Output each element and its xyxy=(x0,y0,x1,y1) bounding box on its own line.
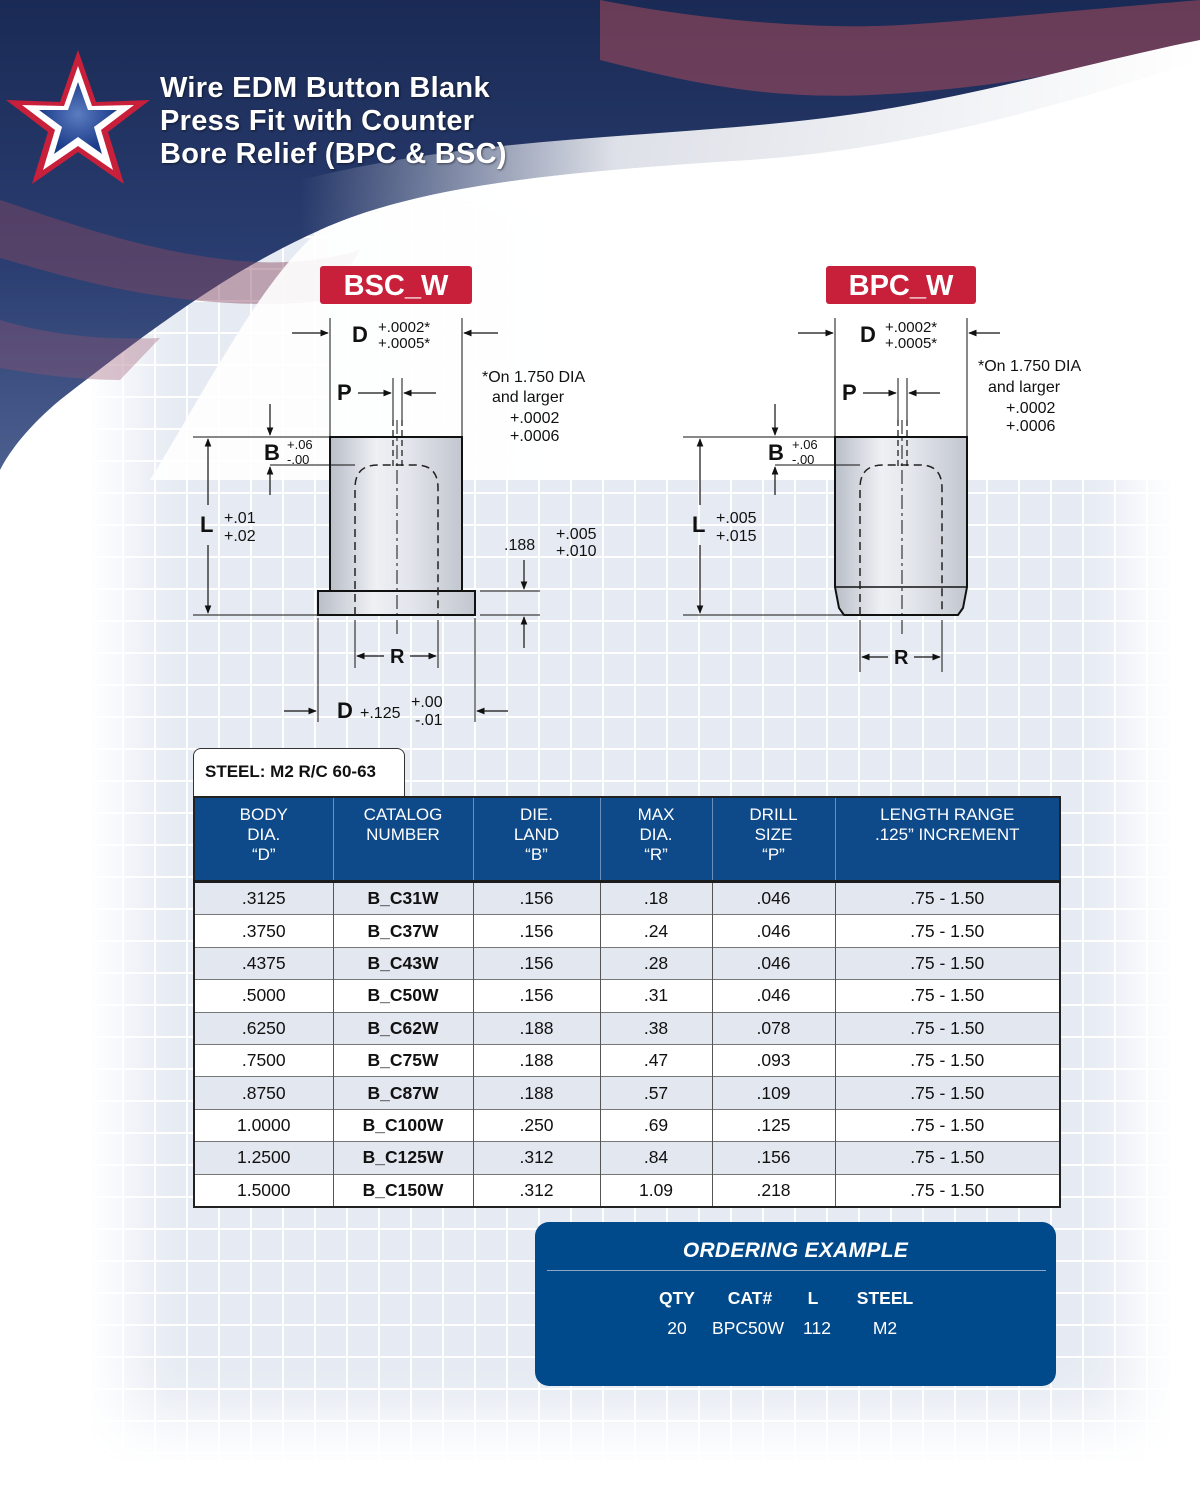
length-range-cell: .75 - 1.50 xyxy=(835,1142,1060,1174)
bpc-label: BPC_W xyxy=(848,270,954,302)
body-dia-cell: .6250 xyxy=(194,1012,333,1044)
max-dia-cell: .18 xyxy=(600,882,712,915)
table-row xyxy=(194,1077,1060,1109)
bsc-note-2: and larger xyxy=(492,389,565,406)
length-range-cell: .75 - 1.50 xyxy=(835,915,1060,947)
bpc-p-label: P xyxy=(842,380,857,405)
table-row xyxy=(194,1109,1060,1141)
table-row xyxy=(194,1012,1060,1044)
length-range-cell: .75 - 1.50 xyxy=(835,1109,1060,1141)
bsc-l-label: L xyxy=(200,512,214,537)
bsc-note-3: +.0002 xyxy=(510,410,560,427)
die-land-cell: .156 xyxy=(473,915,600,947)
catalog-number-cell: B_C87W xyxy=(333,1077,473,1109)
bsc-flange-value: .188 xyxy=(504,537,536,554)
body-dia-cell: 1.0000 xyxy=(194,1109,333,1141)
col-header-body-dia: BODY DIA. “D” xyxy=(194,797,333,882)
bpc-b-tol-1: +.06 xyxy=(792,437,818,452)
bsc-l-tol-2: +.02 xyxy=(224,528,256,545)
order-header-qty: QTY xyxy=(659,1288,695,1308)
drill-size-cell: .093 xyxy=(712,1044,835,1076)
bsc-p-label: P xyxy=(337,380,352,405)
bsc-d-label: D xyxy=(352,322,368,347)
bpc-r-label: R xyxy=(894,647,909,669)
die-land-cell: .188 xyxy=(473,1012,600,1044)
bsc-d2-label: D xyxy=(337,698,353,723)
length-range-cell: .75 - 1.50 xyxy=(835,882,1060,915)
max-dia-cell: .57 xyxy=(600,1077,712,1109)
bsc-d2-tol-1: +.00 xyxy=(411,694,443,711)
col-header-length-range: LENGTH RANGE .125” INCREMENT xyxy=(835,797,1060,882)
bpc-b-label: B xyxy=(768,440,784,465)
body-dia-cell: .3125 xyxy=(194,882,333,915)
order-value-qty: 20 xyxy=(667,1318,687,1338)
bsc-diagram xyxy=(193,266,597,729)
body-dia-cell: .5000 xyxy=(194,980,333,1012)
die-land-cell: .156 xyxy=(473,980,600,1012)
max-dia-cell: 1.09 xyxy=(600,1174,712,1207)
max-dia-cell: .31 xyxy=(600,980,712,1012)
table-row xyxy=(194,1174,1060,1207)
table-row xyxy=(194,915,1060,947)
die-land-cell: .156 xyxy=(473,882,600,915)
catalog-number-cell: B_C150W xyxy=(333,1174,473,1207)
catalog-number-cell: B_C75W xyxy=(333,1044,473,1076)
bpc-note-4: +.0006 xyxy=(1006,418,1056,435)
body-dia-cell: 1.2500 xyxy=(194,1142,333,1174)
order-value-l: 112 xyxy=(803,1318,831,1338)
col-header-max-dia: MAX DIA. “R” xyxy=(600,797,712,882)
bsc-flange-tol-1: +.005 xyxy=(556,526,597,543)
spec-table xyxy=(193,796,1061,1208)
body-dia-cell: .4375 xyxy=(194,947,333,979)
bpc-l-tol-1: +.005 xyxy=(716,510,757,527)
bsc-d-tol-2: +.0005* xyxy=(378,335,431,352)
bpc-note-2: and larger xyxy=(988,379,1061,396)
bsc-body xyxy=(330,437,462,591)
bpc-d-label: D xyxy=(860,322,876,347)
order-header-cat: CAT# xyxy=(727,1288,773,1308)
bsc-b-tol-2: -.00 xyxy=(287,452,310,467)
catalog-number-cell: B_C31W xyxy=(333,882,473,915)
max-dia-cell: .47 xyxy=(600,1044,712,1076)
order-header-l: L xyxy=(807,1288,819,1308)
max-dia-cell: .28 xyxy=(600,947,712,979)
table-header-row xyxy=(194,797,1060,882)
catalog-number-cell: B_C37W xyxy=(333,915,473,947)
catalog-number-cell: B_C43W xyxy=(333,947,473,979)
title-line-3: Bore Relief (BPC & BSC) xyxy=(160,138,507,170)
bpc-note-3: +.0002 xyxy=(1006,400,1056,417)
bsc-b-label: B xyxy=(264,440,280,465)
catalog-number-cell: B_C125W xyxy=(333,1142,473,1174)
max-dia-cell: .24 xyxy=(600,915,712,947)
drill-size-cell: .218 xyxy=(712,1174,835,1207)
drill-size-cell: .046 xyxy=(712,980,835,1012)
body-dia-cell: 1.5000 xyxy=(194,1174,333,1207)
ordering-example-title: ORDERING EXAMPLE xyxy=(682,1239,909,1262)
bsc-note-4: +.0006 xyxy=(510,428,560,445)
length-range-cell: .75 - 1.50 xyxy=(835,1077,1060,1109)
length-range-cell: .75 - 1.50 xyxy=(835,980,1060,1012)
drill-size-cell: .125 xyxy=(712,1109,835,1141)
max-dia-cell: .69 xyxy=(600,1109,712,1141)
order-header-steel: STEEL xyxy=(856,1288,914,1308)
catalog-number-cell: B_C62W xyxy=(333,1012,473,1044)
bsc-label: BSC_W xyxy=(343,270,449,302)
body-dia-cell: .7500 xyxy=(194,1044,333,1076)
die-land-cell: .188 xyxy=(473,1044,600,1076)
bpc-d-tol-2: +.0005* xyxy=(885,335,938,352)
bsc-d2-add: +.125 xyxy=(360,705,401,722)
divider xyxy=(547,1270,1046,1271)
title-line-2: Press Fit with Counter xyxy=(160,105,475,137)
max-dia-cell: .38 xyxy=(600,1012,712,1044)
bpc-diagram xyxy=(683,266,1082,672)
drill-size-cell: .078 xyxy=(712,1012,835,1044)
table-row xyxy=(194,1142,1060,1174)
title-line-1: Wire EDM Button Blank xyxy=(160,72,490,104)
ordering-example-box xyxy=(535,1222,1056,1386)
drill-size-cell: .046 xyxy=(712,947,835,979)
order-value-cat: BPC50W xyxy=(712,1318,784,1338)
length-range-cell: .75 - 1.50 xyxy=(835,947,1060,979)
table-row xyxy=(194,1044,1060,1076)
col-header-catalog-number: CATALOG NUMBER xyxy=(333,797,473,882)
length-range-cell: .75 - 1.50 xyxy=(835,1174,1060,1207)
length-range-cell: .75 - 1.50 xyxy=(835,1012,1060,1044)
catalog-number-cell: B_C100W xyxy=(333,1109,473,1141)
bpc-l-label: L xyxy=(692,512,706,537)
bsc-l-tol-1: +.01 xyxy=(224,510,256,527)
drill-size-cell: .109 xyxy=(712,1077,835,1109)
bpc-l-tol-2: +.015 xyxy=(716,528,757,545)
drill-size-cell: .046 xyxy=(712,882,835,915)
bsc-r-label: R xyxy=(390,646,405,668)
catalog-number-cell: B_C50W xyxy=(333,980,473,1012)
die-land-cell: .250 xyxy=(473,1109,600,1141)
bsc-d-tol-1: +.0002* xyxy=(378,319,431,336)
bsc-note-1: *On 1.750 DIA xyxy=(482,369,586,386)
bpc-body xyxy=(835,437,967,615)
drill-size-cell: .156 xyxy=(712,1142,835,1174)
bpc-note-1: *On 1.750 DIA xyxy=(978,358,1082,375)
col-header-drill-size: DRILL SIZE “P” xyxy=(712,797,835,882)
length-range-cell: .75 - 1.50 xyxy=(835,1044,1060,1076)
die-land-cell: .156 xyxy=(473,947,600,979)
table-row xyxy=(194,947,1060,979)
max-dia-cell: .84 xyxy=(600,1142,712,1174)
table-row xyxy=(194,882,1060,915)
bsc-flange-tol-2: +.010 xyxy=(556,543,597,560)
order-value-steel: M2 xyxy=(872,1318,898,1338)
bsc-d2-tol-2: -.01 xyxy=(415,712,443,729)
die-land-cell: .312 xyxy=(473,1142,600,1174)
body-dia-cell: .8750 xyxy=(194,1077,333,1109)
table-row xyxy=(194,980,1060,1012)
drill-size-cell: .046 xyxy=(712,915,835,947)
die-land-cell: .188 xyxy=(473,1077,600,1109)
body-dia-cell: .3750 xyxy=(194,915,333,947)
die-land-cell: .312 xyxy=(473,1174,600,1207)
steel-spec-tab: STEEL: M2 R/C 60-63 xyxy=(193,748,405,796)
bsc-b-tol-1: +.06 xyxy=(287,437,313,452)
bpc-b-tol-2: -.00 xyxy=(792,452,815,467)
col-header-die-land: DIE. LAND “B” xyxy=(473,797,600,882)
bpc-d-tol-1: +.0002* xyxy=(885,319,938,336)
